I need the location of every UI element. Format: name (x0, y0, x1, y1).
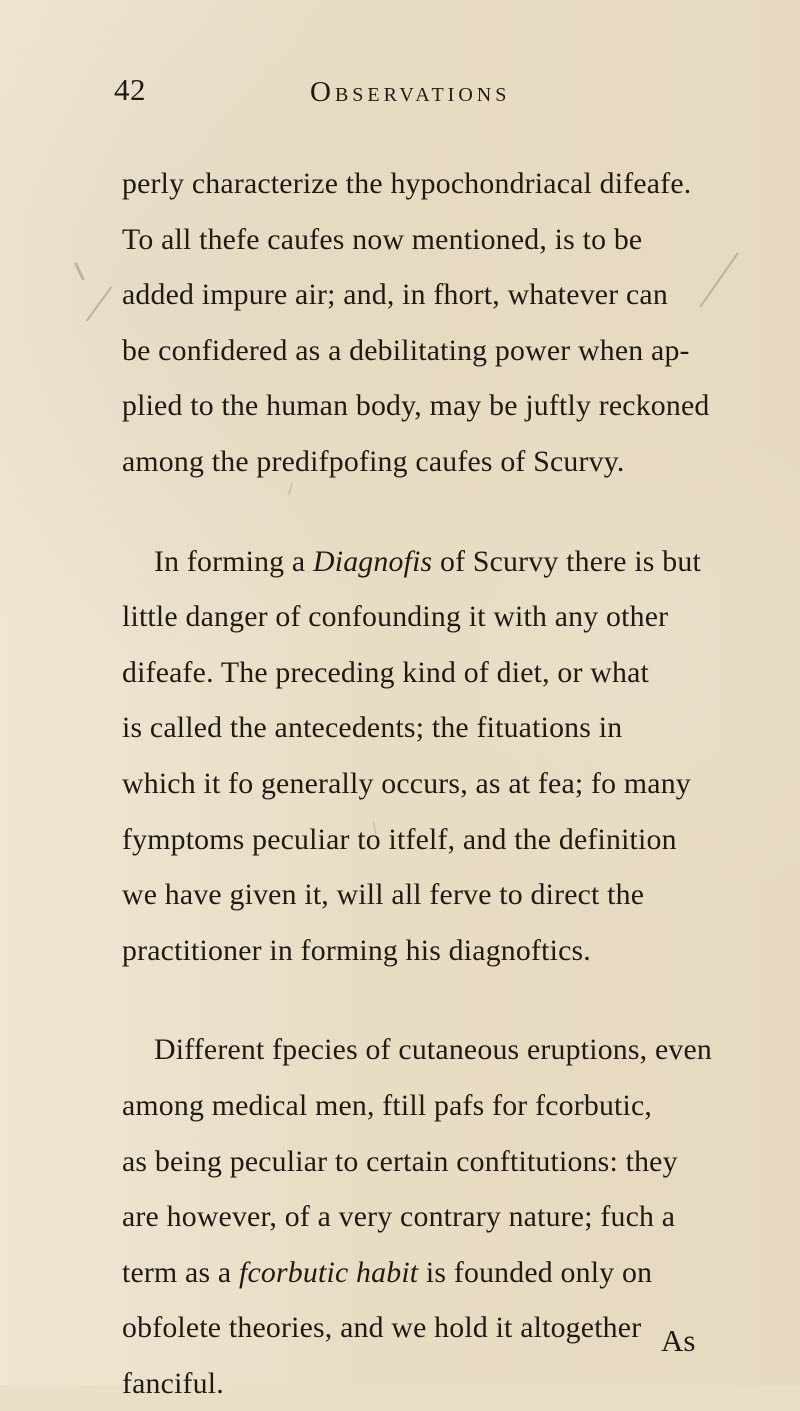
text-fragment: is called the antecedents; the fituations in (122, 711, 623, 745)
paragraph-spacing (122, 490, 732, 534)
text-fragment: little danger of confounding it with any other (122, 600, 669, 634)
text-line (122, 1356, 732, 1411)
text-line (122, 923, 732, 979)
text-line (122, 589, 732, 645)
text-fragment: which it fo generally occurs, as at fea; fo many (122, 766, 691, 800)
text-line (122, 156, 732, 212)
text-fragment: fanciful. (122, 1366, 224, 1400)
page-mark (86, 286, 112, 321)
text-fragment: itioner in forming his diagnoftics. (182, 933, 591, 967)
page-number: 42 (114, 72, 146, 107)
text-line (122, 756, 732, 812)
page-body (122, 156, 732, 1411)
text-fragment: perly chara (122, 167, 258, 200)
text-line (122, 867, 732, 923)
page-header (114, 74, 554, 118)
text-fragment: are however, of a very contrary nature; fuch a (122, 1200, 676, 1234)
text-line (122, 1078, 732, 1134)
text-fragment: obfolete theories, and we hold it altogether (122, 1311, 642, 1345)
running-head: Observations (310, 76, 511, 108)
text-line (122, 434, 732, 490)
text-fragment: we have given it, will all ferve to dire (122, 878, 578, 912)
ligature-fragment: ct (577, 878, 600, 912)
text-fragment: be confidered as a debilitating power when ap- (122, 333, 690, 367)
text-line (122, 378, 732, 434)
text-line (122, 1189, 732, 1245)
text-line (122, 1245, 732, 1301)
text-fragment: erize the hypochondriacal difeafe. (279, 167, 692, 200)
text-fragment: of Scurvy there is but (432, 544, 701, 578)
text-fragment: pra (122, 933, 161, 967)
text-fragment: difeafe. The preceding kind of diet, or what (122, 655, 650, 689)
text-line (122, 645, 732, 701)
paragraph-3 (122, 1022, 732, 1411)
text-fragment: the (599, 878, 645, 912)
text-fragment: Different fpecies of cutaneous eruptions, even (154, 1033, 713, 1067)
text-fragment: as being peculiar to certain conftitutions: they (122, 1144, 678, 1178)
text-line (122, 534, 732, 590)
text-line (122, 812, 732, 868)
text-fragment: term as a (122, 1255, 239, 1289)
text-fragment: among the predifpofing caufes of Scurvy. (122, 444, 625, 478)
text-line (122, 267, 732, 323)
ligature-fragment: ct (257, 167, 280, 200)
paragraph-2 (122, 534, 732, 979)
catchword: As (661, 1323, 696, 1358)
paragraph-1 (122, 156, 732, 490)
paragraph-spacing (122, 978, 732, 1022)
italic-term: Diagnofis (313, 544, 433, 578)
text-fragment: plied to the human body, may be juftly reckoned (122, 389, 710, 423)
text-fragment: In forming a (154, 544, 313, 578)
text-fragment: added impure air; and, in fhort, whatever can (122, 278, 668, 312)
text-line (122, 1134, 732, 1190)
text-fragment: fymptoms peculiar to itfelf, and the definition (122, 822, 677, 856)
text-line (122, 212, 732, 268)
text-line (122, 1022, 732, 1078)
page-mark (74, 262, 85, 280)
text-line (122, 1300, 732, 1356)
text-line (122, 323, 732, 379)
italic-term: fcorbutic habit (239, 1255, 419, 1289)
ligature-fragment: ct (160, 933, 183, 967)
text-fragment: is founded only on (418, 1255, 653, 1289)
text-fragment: among medical men, ftill pafs for fcorbutic, (122, 1088, 653, 1122)
text-line (122, 700, 732, 756)
text-fragment: To all thefe caufes now mentioned, is to be (122, 222, 643, 256)
